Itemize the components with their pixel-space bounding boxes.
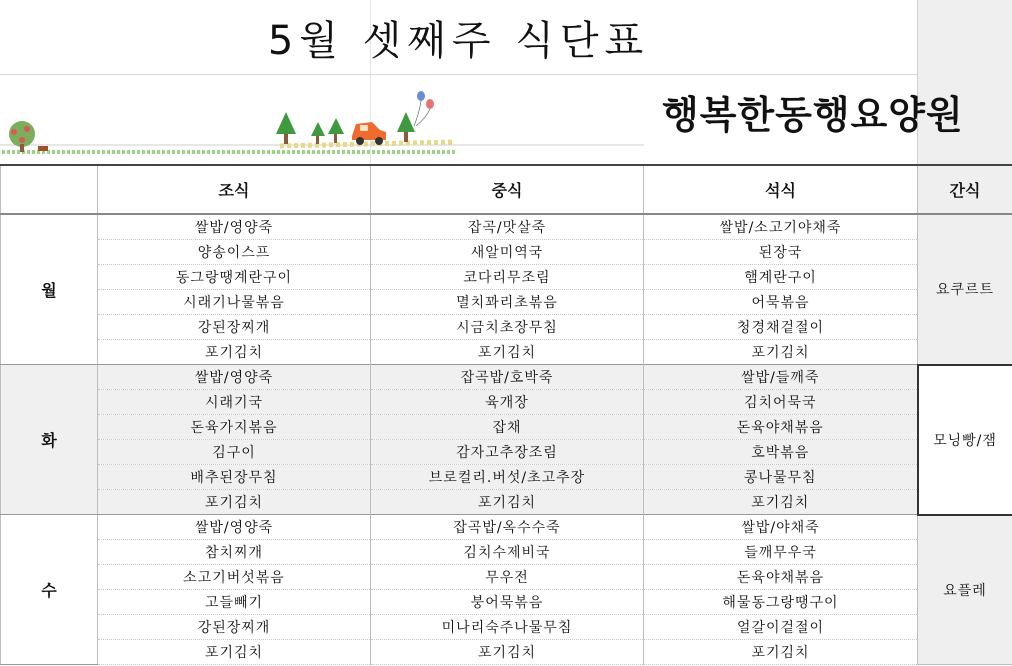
title-row [0,0,917,75]
breakfast-item: 양송이스프 [98,240,371,265]
breakfast-item: 쌀밥/영양죽 [98,214,371,240]
breakfast-item: 포기김치 [98,340,371,365]
breakfast-item: 쌀밥/영양죽 [98,365,371,390]
lunch-item: 감자고추장조림 [371,440,644,465]
table-row [1,490,1012,515]
lunch-item: 멸치꽈리초볶음 [371,290,644,315]
snack-cell: 요플레 [918,515,1012,665]
breakfast-item: 참치찌개 [98,540,371,565]
day-label: 수 [1,515,98,665]
lunch-column-header: 중식 [371,165,644,214]
breakfast-item: 동그랑땡계란구이 [98,265,371,290]
facility-name: 행복한동행요양원 [662,93,964,137]
decorative-scene-image [0,74,644,164]
day-label: 월 [1,214,98,365]
dinner-item: 된장국 [644,240,918,265]
table-row [1,515,1012,540]
breakfast-item: 포기김치 [98,490,371,515]
lunch-item: 붕어묵볶음 [371,590,644,615]
breakfast-item: 고들빼기 [98,590,371,615]
dinner-item: 해물동그랑땡구이 [644,590,918,615]
lunch-item: 포기김치 [371,490,644,515]
dinner-item: 호박볶음 [644,440,918,465]
dinner-item: 어묵볶음 [644,290,918,315]
table-row [1,390,1012,415]
breakfast-item: 강된장찌개 [98,615,371,640]
table-row [1,465,1012,490]
table-row [1,640,1012,665]
lunch-item: 포기김치 [371,640,644,665]
lunch-item: 미나리숙주나물무침 [371,615,644,640]
day-column-header [1,165,98,214]
table-row [1,415,1012,440]
lunch-item: 코다리무조림 [371,265,644,290]
header-side-cell [917,0,1012,164]
table-row [1,615,1012,640]
breakfast-item: 소고기버섯볶음 [98,565,371,590]
lunch-item: 김치수제비국 [371,540,644,565]
table-row [1,315,1012,340]
day-label: 화 [1,365,98,515]
lunch-item: 육개장 [371,390,644,415]
dinner-item: 얼갈이겉절이 [644,615,918,640]
dinner-item: 포기김치 [644,340,918,365]
tree-icon [9,121,48,152]
snack-cell: 요쿠르트 [918,214,1012,365]
table-row [1,290,1012,315]
lunch-item: 잡곡밥/옥수수죽 [371,515,644,540]
breakfast-item: 김구이 [98,440,371,465]
dinner-column-header: 석식 [644,165,918,214]
breakfast-item: 배추된장무침 [98,465,371,490]
table-row [1,340,1012,365]
breakfast-item: 강된장찌개 [98,315,371,340]
breakfast-item: 포기김치 [98,640,371,665]
table-header-row [1,165,1012,214]
dinner-item: 들깨무우국 [644,540,918,565]
breakfast-column-header: 조식 [98,165,371,214]
dinner-item: 쌀밥/소고기야채죽 [644,214,918,240]
lunch-item: 잡곡밥/호박죽 [371,365,644,390]
breakfast-item: 돈육가지볶음 [98,415,371,440]
snack-column-header: 간식 [918,165,1012,214]
snack-cell-selected[interactable]: 모닝빵/잼 [918,365,1012,515]
lunch-item: 브로컬리.버섯/초고추장 [371,465,644,490]
lunch-item: 시금치초장무침 [371,315,644,340]
table-row [1,214,1012,240]
breakfast-item: 시래기나물볶음 [98,290,371,315]
car-icon [352,122,386,145]
lunch-item: 잡채 [371,415,644,440]
dinner-item: 김치어묵국 [644,390,918,415]
table-row [1,265,1012,290]
page-title: 5월 셋째주 식단표 [267,17,650,64]
dinner-item: 청경채겉절이 [644,315,918,340]
balloon-icon [414,91,434,126]
dinner-item: 돈육야채볶음 [644,415,918,440]
breakfast-item: 쌀밥/영양죽 [98,515,371,540]
dinner-item: 콩나물무침 [644,465,918,490]
dinner-item: 포기김치 [644,640,918,665]
lunch-item: 무우전 [371,565,644,590]
table-row [1,440,1012,465]
table-row [1,240,1012,265]
table-row [1,565,1012,590]
breakfast-item: 시래기국 [98,390,371,415]
table-row [1,590,1012,615]
dinner-item: 포기김치 [644,490,918,515]
dinner-item: 햄계란구이 [644,265,918,290]
table-row [1,540,1012,565]
dinner-item: 쌀밥/야채죽 [644,515,918,540]
dinner-item: 돈육야채볶음 [644,565,918,590]
lunch-item: 새알미역국 [371,240,644,265]
lunch-item: 포기김치 [371,340,644,365]
meal-table [0,164,1012,665]
dinner-item: 쌀밥/들깨죽 [644,365,918,390]
lunch-item: 잡곡/맛살죽 [371,214,644,240]
table-row [1,365,1012,390]
